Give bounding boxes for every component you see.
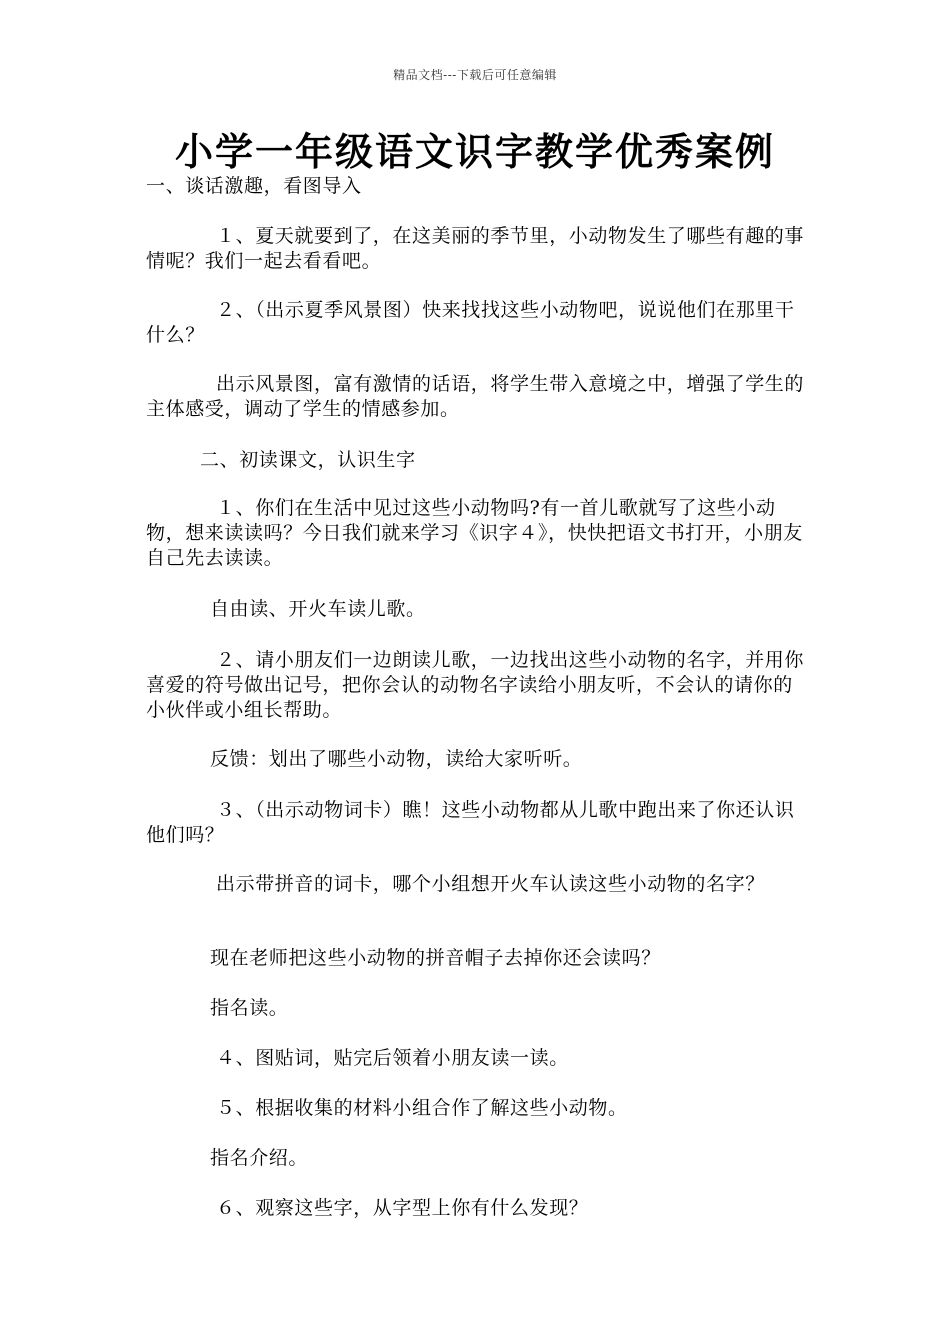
paragraph: ６、观察这些字，从字型上你有什么发现？ [216,1197,589,1219]
paragraph: 出示风景图，富有激情的话语，将学生带入意境之中，增强了学生的主体感受，调动了学生的情感参加。 [146,373,805,420]
paragraph: 指名介绍。 [210,1147,309,1169]
paragraph: 出示带拼音的词卡，哪个小组想开火车认读这些小动物的名字？ [216,873,765,895]
paragraph: １、你们在生活中见过这些小动物吗?有一首儿歌就写了这些小动物，想来读读吗？今日我们就来学习《识字４》，快快把语文书打开，小朋友自己先去读读。 [146,497,803,569]
paragraph: ２、请小朋友们一边朗读儿歌，一边找出这些小动物的名字，并用你喜爱的符号做出记号，把你会认的动物名字读给小朋友听，不会认的请你的小伙伴或小组长帮助。 [146,649,805,721]
paragraph: 反馈：划出了哪些小动物，读给大家听听。 [210,748,583,770]
header-note: 精品文档---下载后可任意编辑 [393,68,557,82]
section-heading-2: 二、初读课文，认识生字 [200,449,416,471]
paragraph: ５、根据收集的材料小组合作了解这些小动物。 [216,1097,628,1119]
paragraph: １、夏天就要到了，在这美丽的季节里，小动物发生了哪些有趣的事情呢？我们一起去看看吧。 [146,225,805,272]
paragraph: 指名读。 [210,997,289,1019]
section-heading-1: 一、谈话激趣，看图导入 [146,175,362,197]
paragraph: ３、（出示动物词卡）瞧！这些小动物都从儿歌中跑出来了你还认识他们吗？ [146,799,795,846]
paragraph: 自由读、开火车读儿歌。 [210,598,426,620]
paragraph: ４、图贴词，贴完后领着小朋友读一读。 [216,1047,569,1069]
paragraph: 现在老师把这些小动物的拼音帽子去掉你还会读吗？ [210,947,661,969]
paragraph: ２、（出示夏季风景图）快来找找这些小动物吧，说说他们在那里干什么？ [146,299,795,346]
document-title: 小学一年级语文识字教学优秀案例 [174,129,775,174]
